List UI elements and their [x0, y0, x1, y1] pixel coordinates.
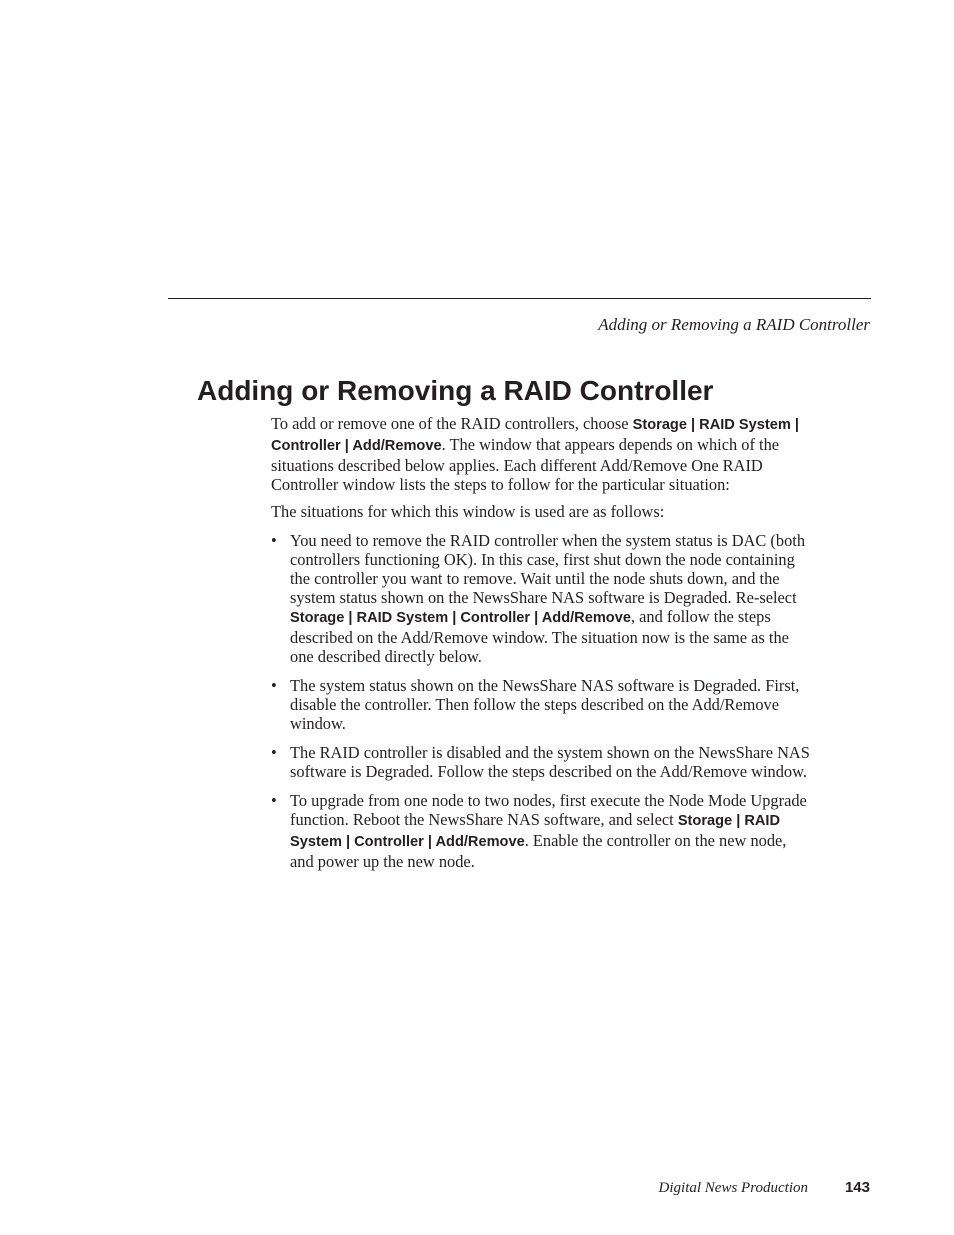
list-item-text-before: You need to remove the RAID controller when the system status is DAC (both controllers functioning OK). In this case, first shut down the node containing the controller you want to remove. Wait until the node shuts down, and the system status shown on the NewsShare NAS software is Degraded. Re-select: [290, 531, 806, 607]
bullet-glyph: •: [271, 791, 277, 810]
situations-list: [271, 531, 811, 871]
intro-text-before: To add or remove one of the RAID controllers, choose: [271, 414, 633, 433]
list-item: [271, 676, 811, 733]
menu-command: Storage | RAID System | Controller | Add/Remove: [271, 417, 799, 454]
header-rule: [168, 298, 871, 299]
list-item: [271, 743, 811, 781]
bullet-glyph: •: [271, 531, 277, 550]
menu-command: Storage | RAID System | Controller | Add/Remove: [290, 813, 781, 850]
running-head: Adding or Removing a RAID Controller: [598, 315, 870, 334]
list-item: [271, 531, 811, 666]
situations-paragraph: The situations for which this window is used are as follows:: [271, 502, 665, 521]
list-item-text-before: To upgrade from one node to two nodes, first execute the Node Mode Upgrade function. Reboot the NewsShare NAS software, and select: [290, 791, 807, 829]
bullet-glyph: •: [271, 676, 277, 695]
intro-text-after: . The window that appears depends on which of the situations described below applies. Each different Add/Remove One RAID Controller window lists the steps to follow for the particular situation:: [271, 435, 780, 494]
list-item-text: The RAID controller is disabled and the system shown on the NewsShare NAS software is Degraded. Follow the steps described on the Add/Remove window.: [290, 743, 810, 781]
list-item-text-after: . Enable the controller on the new node, and power up the new node.: [290, 831, 787, 871]
section-title: Adding or Removing a RAID Controller: [197, 375, 714, 406]
list-item-text-after: , and follow the steps described on the Add/Remove window. The situation now is the same as the one described directly below.: [290, 607, 789, 666]
body-text: [271, 414, 811, 881]
list-item: [271, 791, 811, 871]
list-item-text: The system status shown on the NewsShare NAS software is Degraded. First, disable the controller. Then follow the steps described on the Add/Remove window.: [290, 676, 800, 733]
intro-paragraph: [271, 414, 811, 494]
page-number: 143: [844, 1179, 870, 1196]
menu-command: Storage | RAID System | Controller | Add/Remove: [290, 610, 631, 626]
bullet-glyph: •: [271, 743, 277, 762]
footer-book-title: Digital News Production: [658, 1180, 808, 1196]
